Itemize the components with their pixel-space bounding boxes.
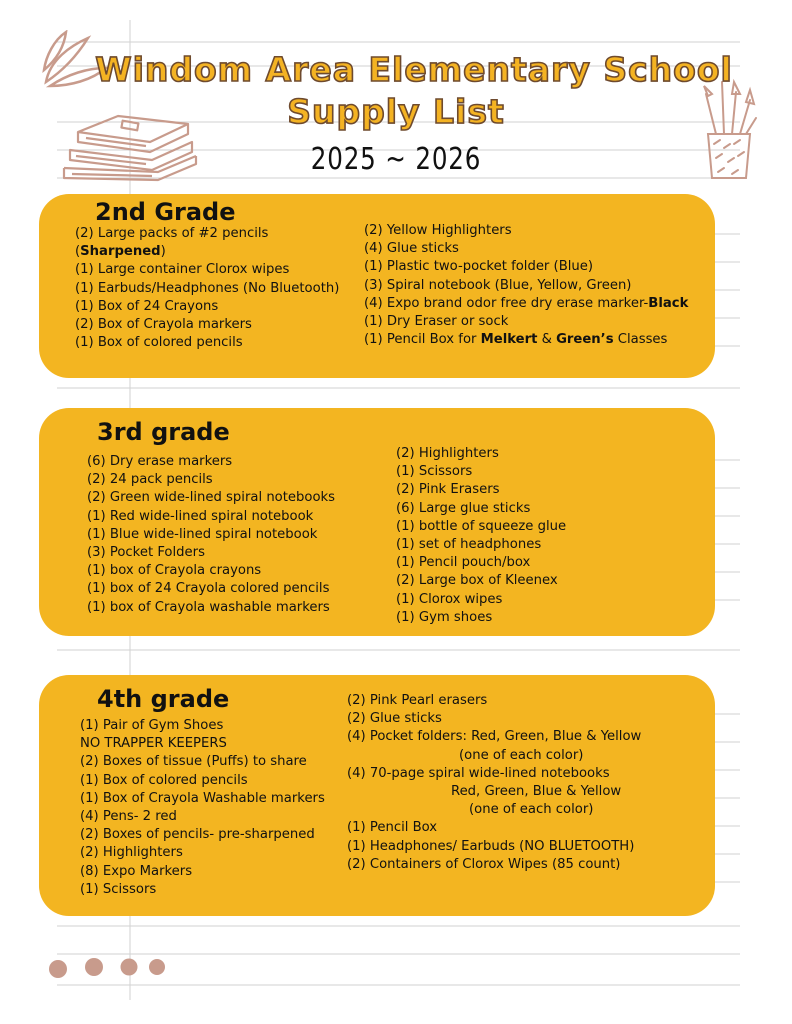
list-item: (3) Spiral notebook (Blue, Yellow, Green)	[364, 277, 632, 293]
list-item: (1) Pencil Box	[347, 820, 438, 836]
list-item	[364, 331, 688, 349]
grade2-heading: 2nd Grade	[95, 198, 236, 226]
list-item: (1) Pencil pouch/box	[396, 555, 531, 571]
list-item: (2) Pink Pearl erasers	[347, 693, 488, 708]
grade3-left-list	[87, 453, 335, 617]
list-item: Red, Green, Blue & Yellow	[451, 784, 622, 800]
list-item: (2) Pink Erasers	[396, 482, 500, 498]
dot-circle-icon	[46, 956, 166, 982]
list-item: (1) Box of colored pencils	[75, 335, 243, 351]
list-item: (2) Large packs of #2 pencils	[75, 226, 269, 241]
list-item: (4) Pens- 2 red	[80, 809, 177, 825]
list-item: (8) Expo Markers	[80, 863, 193, 879]
list-item: (1) Clorox wipes	[396, 591, 503, 607]
list-item: (2) Boxes of pencils- pre-sharpened	[80, 827, 315, 843]
list-item: NO TRAPPER KEEPERS	[80, 736, 227, 752]
list-item: (one of each color)	[459, 747, 584, 763]
list-item: (6) Large glue sticks	[396, 500, 531, 516]
list-item-text: (4) Expo brand odor free dry erase marker-	[364, 295, 649, 311]
list-item: (one of each color)	[469, 802, 594, 818]
list-item: (1) set of headphones	[396, 537, 542, 553]
list-item-text: (1) Pencil Box for	[364, 332, 481, 348]
grade3-card	[39, 408, 715, 636]
grade3-right-list	[396, 445, 566, 627]
list-item: (1) Scissors	[396, 464, 473, 480]
grade4-heading: 4th grade	[97, 685, 230, 713]
list-item: (1) Red wide-lined spiral notebook	[87, 508, 314, 524]
grade4-card	[39, 675, 715, 916]
grade2-card	[39, 194, 715, 378]
list-item: (1) Earbuds/Headphones (No Bluetooth)	[75, 280, 340, 296]
list-item: (6) Dry erase markers	[87, 454, 233, 469]
list-item: (2) Green wide-lined spiral notebooks	[87, 490, 336, 506]
list-item: (2) Large box of Kleenex	[396, 573, 558, 589]
list-item: (1) Blue wide-lined spiral notebook	[87, 526, 318, 542]
list-item: (4) 70-page spiral wide-lined notebooks	[347, 765, 610, 781]
school-year: 2025 ~ 2026	[310, 142, 482, 177]
list-item: (2) Box of Crayola markers	[75, 317, 252, 333]
grade2-left-list	[75, 225, 339, 352]
list-item: (1) Box of 24 Crayons	[75, 298, 219, 314]
list-item: (1) Large container Clorox wipes	[75, 262, 290, 278]
list-item: (1) Headphones/ Earbuds (NO BLUETOOTH)	[347, 838, 635, 854]
list-item-text: Classes	[613, 332, 668, 348]
list-item: (1) box of 24 Crayola colored pencils	[87, 581, 330, 597]
list-item: (1) Scissors	[80, 881, 157, 897]
sharpened-emphasis: Sharpened	[80, 244, 161, 260]
list-item: (2) Yellow Highlighters	[364, 223, 512, 238]
list-item: (1) Box of colored pencils	[80, 772, 248, 788]
list-item: (2) Highlighters	[80, 845, 183, 861]
list-item-text: &	[537, 332, 557, 348]
grade3-heading: 3rd grade	[97, 418, 230, 446]
list-item: (2) Boxes of tissue (Puffs) to share	[80, 754, 307, 770]
list-item: (1) box of Crayola washable markers	[87, 599, 330, 615]
list-item: (1) Dry Eraser or sock	[364, 314, 509, 330]
teacher-melkert: Melkert	[480, 332, 538, 348]
list-item	[364, 295, 688, 313]
grade2-right-list	[364, 222, 688, 349]
black-emphasis: Black	[648, 295, 689, 311]
list-item: (1) Pair of Gym Shoes	[80, 718, 224, 733]
list-item: (1) Box of Crayola Washable markers	[80, 790, 325, 806]
supply-list-title: Supply List	[287, 92, 505, 131]
list-item: (1) Gym shoes	[396, 609, 493, 625]
list-item: (2) Highlighters	[396, 446, 499, 461]
list-item: (1) bottle of squeeze glue	[396, 518, 567, 534]
list-item: (2) 24 pack pencils	[87, 472, 213, 488]
list-item: (3) Pocket Folders	[87, 545, 205, 561]
list-item: (1) Plastic two-pocket folder (Blue)	[364, 259, 594, 275]
list-item: (4) Pocket folders: Red, Green, Blue & Yellow	[347, 729, 642, 745]
grade4-left-list	[80, 717, 325, 899]
school-title: Windom Area Elementary School	[95, 50, 733, 89]
list-item: (4) Glue sticks	[364, 241, 459, 257]
grade4-right-list	[347, 692, 641, 874]
teacher-green: Green’s	[556, 332, 614, 348]
list-item: (2) Containers of Clorox Wipes (85 count)	[347, 856, 621, 872]
list-item: (Sharpened)	[75, 244, 166, 260]
list-item: (2) Glue sticks	[347, 711, 442, 727]
list-item: (1) box of Crayola crayons	[87, 563, 262, 579]
